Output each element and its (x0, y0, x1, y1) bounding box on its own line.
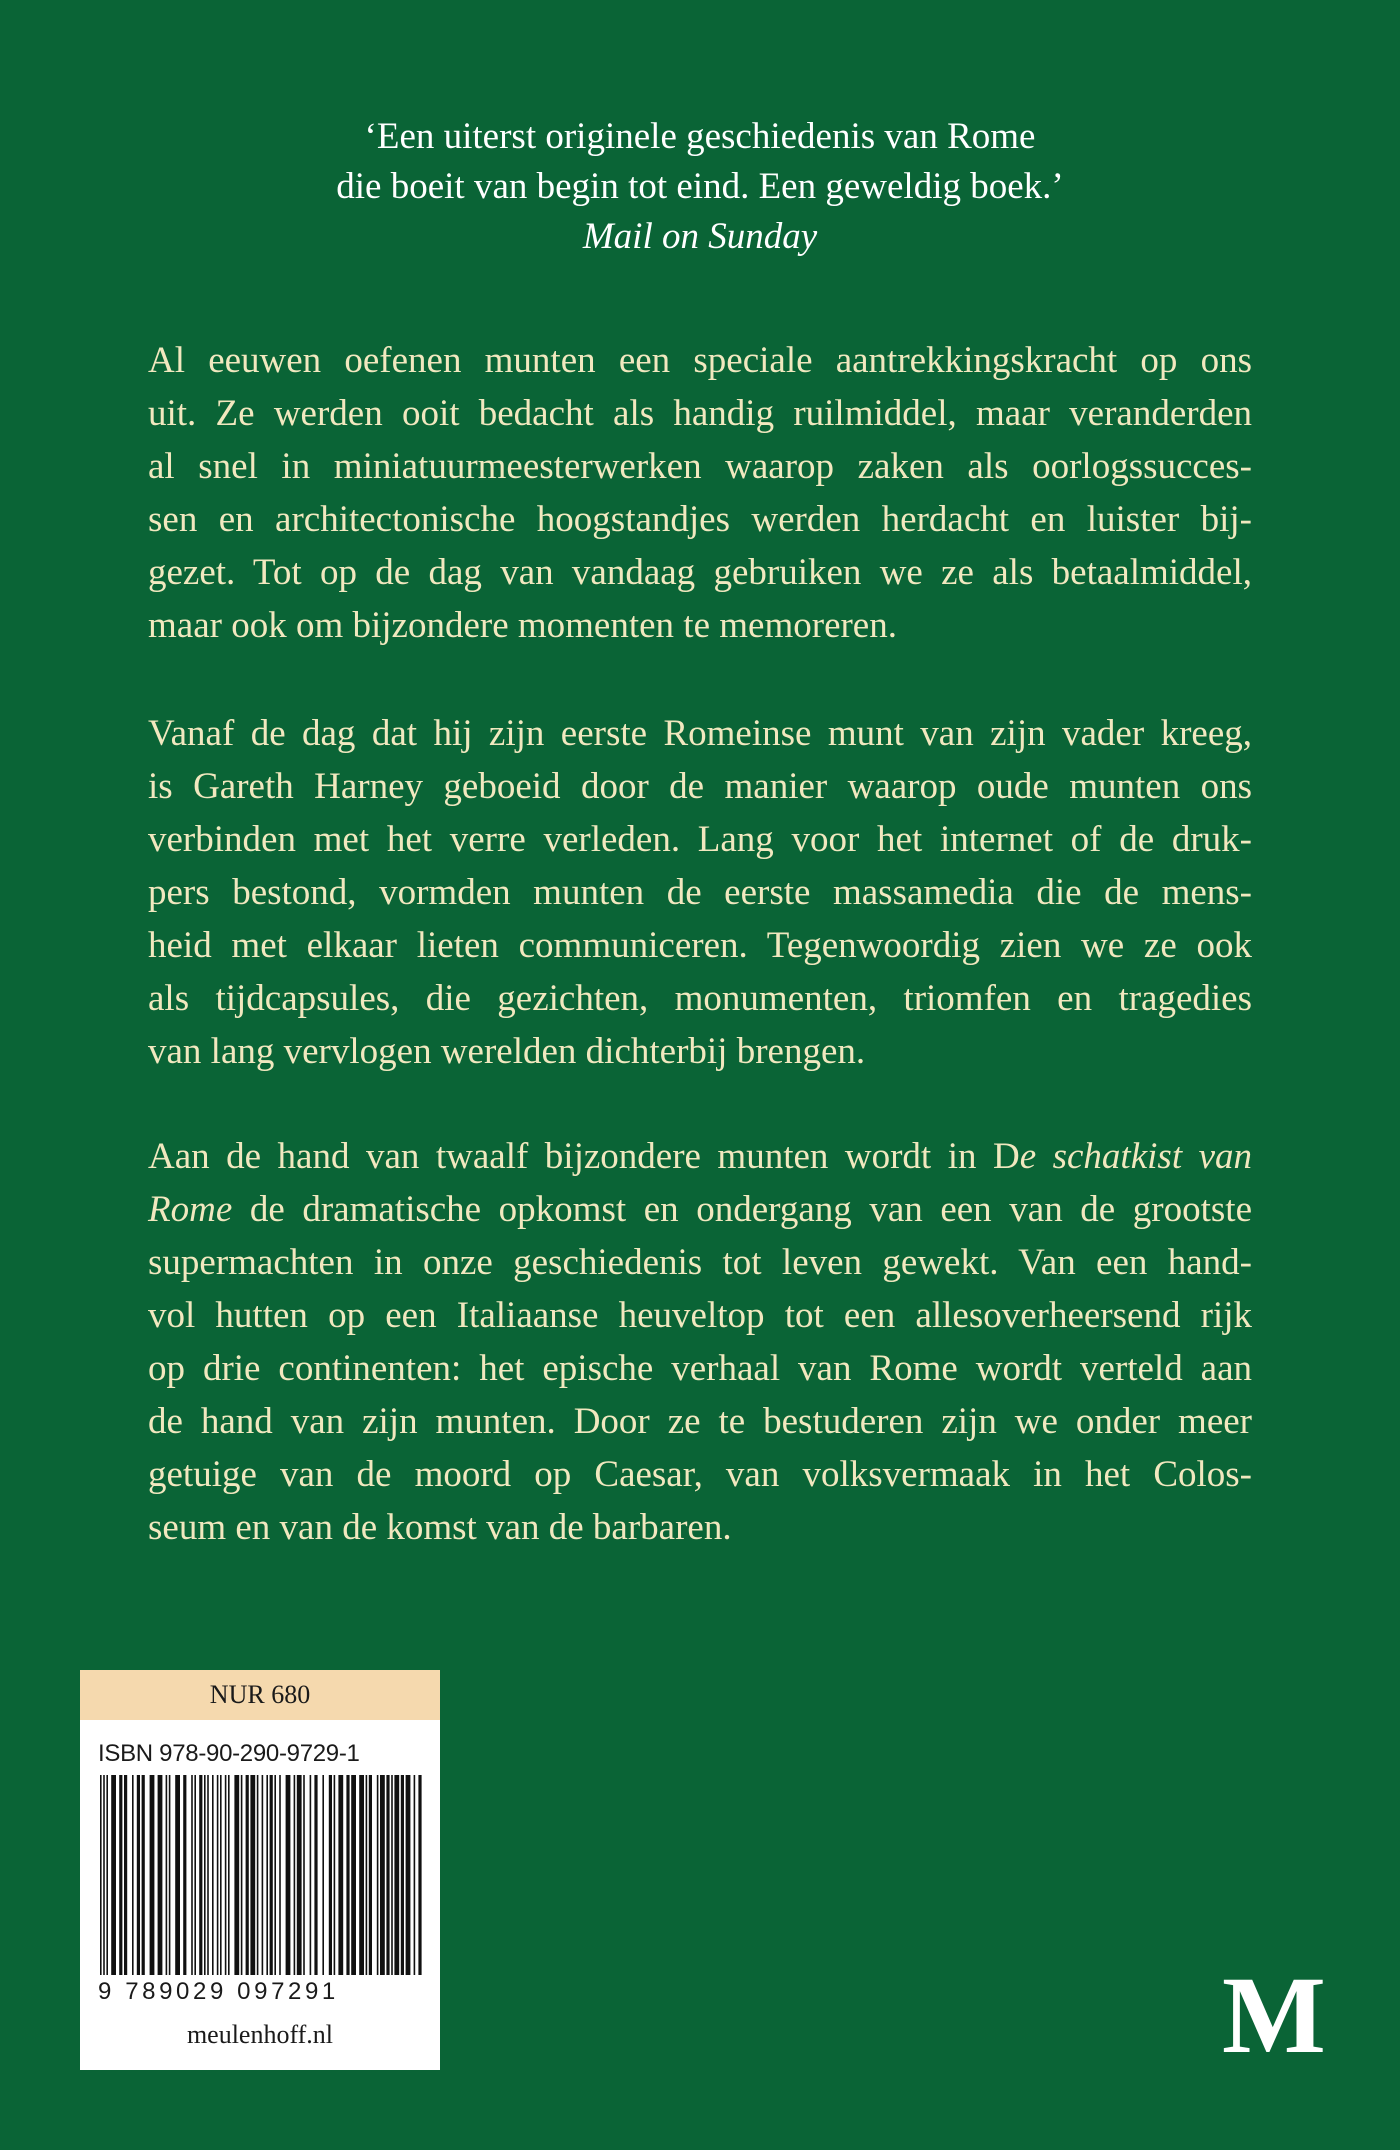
barcode-bar (158, 1775, 163, 1975)
review-quote (0, 112, 1400, 262)
barcode-bar (270, 1775, 273, 1975)
paragraph-line: heid met elkaar lieten communiceren. Tegenwoordig zien we ze ook (148, 925, 1252, 966)
barcode-bar (351, 1775, 356, 1975)
barcode-bar (377, 1775, 379, 1975)
barcode-bar (132, 1775, 134, 1975)
barcode-bar (169, 1775, 171, 1975)
paragraph-line: de hand van zijn munten. Door ze te bestuderen zijn we onder meer (148, 1401, 1252, 1442)
paragraph-line: is Gareth Harney geboeid door de manier waarop oude munten ons (148, 766, 1252, 807)
barcode-bar (406, 1775, 411, 1975)
quote-line-1: ‘Een uiterst originele geschiedenis van Rome (364, 116, 1036, 157)
paragraph-line: gezet. Tot op de dag van vandaag gebruiken we ze als betaalmiddel, (148, 552, 1252, 593)
barcode-bar (414, 1775, 416, 1975)
paragraph-line (148, 1130, 1252, 1183)
paragraph-line: als tijdcapsules, die gezichten, monumenten, triomfen en tragedies (148, 978, 1252, 1019)
barcode-bar (199, 1775, 202, 1975)
barcode-bar (225, 1775, 227, 1975)
book-title-italic: Rome (148, 1189, 233, 1230)
paragraph-line: van lang vervlogen werelden dichterbij brengen. (148, 1031, 866, 1072)
barcode-bar (175, 1775, 180, 1975)
barcode-bar (241, 1775, 243, 1975)
paragraph-line: Al eeuwen oefenen munten een speciale aantrekkingskracht op ons (148, 340, 1252, 381)
barcode-bar (346, 1775, 349, 1975)
paragraph-line: supermachten in onze geschiedenis tot leven gewekt. Van een hand- (148, 1242, 1252, 1283)
barcode-bar (286, 1775, 291, 1975)
barcode-bar (183, 1775, 186, 1975)
quote-source: Mail on Sunday (582, 216, 818, 257)
barcode-bar (137, 1775, 140, 1975)
paragraph-line: al snel in miniatuurmeesterwerken waarop zaken als oorlogssucces- (148, 446, 1252, 487)
barcode-bar (207, 1775, 209, 1975)
blurb-paragraph-2 (148, 707, 1252, 1078)
barcode-bar (369, 1775, 372, 1975)
barcode-bar (250, 1775, 255, 1975)
barcode-bar (234, 1775, 239, 1975)
barcode-bar (142, 1775, 145, 1975)
barcode-bar (119, 1775, 122, 1975)
barcode-box (80, 1670, 440, 2070)
nur-code: NUR 680 (80, 1670, 440, 1720)
barcode-bar (329, 1775, 332, 1975)
barcode-bar (194, 1775, 196, 1975)
barcode-bar (220, 1775, 222, 1975)
isbn-number: ISBN 978-90-290-9729-1 (98, 1740, 360, 1767)
blurb-paragraph-3 (148, 1130, 1252, 1554)
barcode-bar (310, 1775, 312, 1975)
barcode-bar (100, 1775, 102, 1975)
ean-digits: 9 789029 097291 (98, 1978, 339, 2005)
paragraph-line: sen en architectonische hoogstandjes werden herdacht en luister bij- (148, 499, 1252, 540)
barcode-bar (303, 1775, 305, 1975)
barcode-bar (334, 1775, 336, 1975)
blurb-paragraph-1 (148, 334, 1252, 652)
paragraph-line: vol hutten op een Italiaanse heuveltop tot een allesoverheersend rijk (148, 1295, 1252, 1336)
paragraph-text: de dramatische opkomst en ondergang van een van de grootste (232, 1189, 1252, 1230)
barcode-bar (266, 1775, 268, 1975)
barcode-bar (314, 1775, 317, 1975)
barcode-bar (297, 1775, 302, 1975)
barcode-graphic (98, 1775, 422, 1975)
barcode-bar (217, 1775, 219, 1975)
barcode-bar (366, 1775, 368, 1975)
barcode-bar (111, 1775, 116, 1975)
barcode-bar (359, 1775, 364, 1975)
barcode-bar (338, 1775, 343, 1975)
barcode-bar (191, 1775, 193, 1975)
paragraph-line: verbinden met het verre verleden. Lang voor het internet of de druk- (148, 819, 1252, 860)
book-title-italic: e schatkist van (1019, 1136, 1253, 1177)
barcode-bar (124, 1775, 127, 1975)
barcode-bar (262, 1775, 264, 1975)
paragraph-line: seum en van de komst van de barbaren. (148, 1507, 732, 1548)
barcode-bar (401, 1775, 404, 1975)
barcode-bar (204, 1775, 206, 1975)
paragraph-line: Vanaf de dag dat hij zijn eerste Romeinse munt van zijn vader kreeg, (148, 713, 1252, 754)
barcode-bar (150, 1775, 155, 1975)
paragraph-line: maar ook om bijzondere momenten te memoreren. (148, 605, 897, 646)
barcode-bar (257, 1775, 259, 1975)
publisher-website: meulenhoff.nl (186, 2020, 334, 2049)
paragraph-text: Aan de hand van twaalf bijzondere munten wordt in D (148, 1136, 1020, 1177)
barcode-bar (380, 1775, 385, 1975)
paragraph-line: pers bestond, vormden munten de eerste massamedia die de mens- (148, 872, 1252, 913)
barcode-bar (228, 1775, 230, 1975)
barcode-bar (279, 1775, 281, 1975)
barcode-bar (106, 1775, 108, 1975)
barcode-bar (394, 1775, 399, 1975)
barcode-bar (322, 1775, 324, 1975)
barcode-bar (418, 1775, 421, 1975)
barcode-bar (166, 1775, 168, 1975)
quote-line-2: die boeit van begin tot eind. Een geweldig boek.’ (336, 166, 1064, 207)
paragraph-line: getuige van de moord op Caesar, van volksvermaak in het Colos- (148, 1454, 1252, 1495)
barcode-bar (294, 1775, 296, 1975)
barcode-bar (386, 1775, 389, 1975)
barcode-bar (212, 1775, 214, 1975)
publisher-logo: M (1222, 1954, 1326, 2076)
barcode-bar (274, 1775, 276, 1975)
barcode-bar (246, 1775, 249, 1975)
paragraph-line: op drie continenten: het epische verhaal van Rome wordt verteld aan (148, 1348, 1252, 1389)
paragraph-line (148, 1183, 1252, 1236)
barcode-bar (391, 1775, 393, 1975)
paragraph-line: uit. Ze werden ooit bedacht als handig ruilmiddel, maar veranderden (148, 393, 1252, 434)
barcode-bar (103, 1775, 105, 1975)
